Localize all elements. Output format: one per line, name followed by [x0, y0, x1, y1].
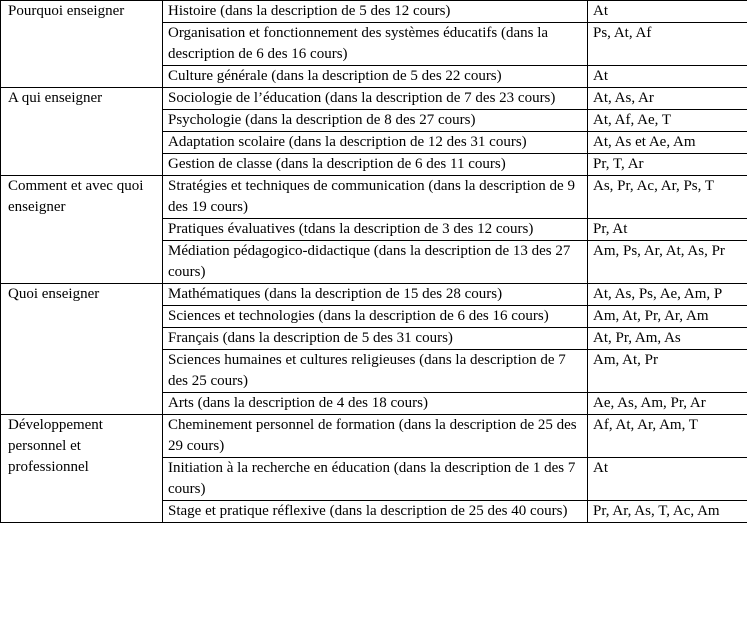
subject-cell: Sociologie de l’éducation (dans la description de 7 des 23 cours) — [163, 88, 588, 110]
subject-cell: Mathématiques (dans la description de 15 des 28 cours) — [163, 284, 588, 306]
subject-cell: Culture générale (dans la description de 5 des 22 cours) — [163, 66, 588, 88]
codes-cell: At, As, Ps, Ae, Am, P — [588, 284, 747, 306]
subject-cell: Sciences et technologies (dans la description de 6 des 16 cours) — [163, 306, 588, 328]
codes-cell: At, Pr, Am, As — [588, 328, 747, 350]
codes-cell: Am, At, Pr, Ar, Am — [588, 306, 747, 328]
subject-cell: Gestion de classe (dans la description de 6 des 11 cours) — [163, 154, 588, 176]
subject-cell: Arts (dans la description de 4 des 18 cours) — [163, 393, 588, 415]
category-cell: A qui enseigner — [1, 88, 163, 176]
codes-cell: At — [588, 458, 747, 501]
codes-cell: Ae, As, Am, Pr, Ar — [588, 393, 747, 415]
codes-cell: At, Af, Ae, T — [588, 110, 747, 132]
subject-cell: Adaptation scolaire (dans la description de 12 des 31 cours) — [163, 132, 588, 154]
category-cell: Quoi enseigner — [1, 284, 163, 415]
subject-cell: Pratiques évaluatives (tdans la description de 3 des 12 cours) — [163, 219, 588, 241]
subject-cell: Sciences humaines et cultures religieuses (dans la description de 7 des 25 cours) — [163, 350, 588, 393]
table-row — [1, 415, 747, 458]
subject-cell: Psychologie (dans la description de 8 des 27 cours) — [163, 110, 588, 132]
codes-cell: Am, At, Pr — [588, 350, 747, 393]
subject-cell: Cheminement personnel de formation (dans la description de 25 des 29 cours) — [163, 415, 588, 458]
codes-cell: Ps, At, Af — [588, 23, 747, 66]
subject-cell: Stage et pratique réflexive (dans la description de 25 des 40 cours) — [163, 501, 588, 523]
table-row — [1, 284, 747, 306]
codes-cell: At — [588, 66, 747, 88]
subject-cell: Histoire (dans la description de 5 des 12 cours) — [163, 1, 588, 23]
category-cell: Pourquoi enseigner — [1, 1, 163, 88]
table-row — [1, 1, 747, 23]
table-body — [1, 1, 747, 523]
category-cell: Comment et avec quoi enseigner — [1, 176, 163, 284]
subject-cell: Français (dans la description de 5 des 31 cours) — [163, 328, 588, 350]
category-cell: Développement personnel et professionnel — [1, 415, 163, 523]
codes-cell: Af, At, Ar, Am, T — [588, 415, 747, 458]
codes-cell: Am, Ps, Ar, At, As, Pr — [588, 241, 747, 284]
table-row — [1, 176, 747, 219]
subject-cell: Stratégies et techniques de communication (dans la description de 9 des 19 cours) — [163, 176, 588, 219]
codes-cell: At — [588, 1, 747, 23]
codes-cell: Pr, Ar, As, T, Ac, Am — [588, 501, 747, 523]
subject-cell: Médiation pédagogico-didactique (dans la description de 13 des 27 cours) — [163, 241, 588, 284]
codes-cell: Pr, T, Ar — [588, 154, 747, 176]
subject-cell: Organisation et fonctionnement des systèmes éducatifs (dans la description de 6 des 16 cours) — [163, 23, 588, 66]
codes-cell: At, As, Ar — [588, 88, 747, 110]
subject-cell: Initiation à la recherche en éducation (dans la description de 1 des 7 cours) — [163, 458, 588, 501]
codes-cell: Pr, At — [588, 219, 747, 241]
codes-cell: At, As et Ae, Am — [588, 132, 747, 154]
table-row — [1, 88, 747, 110]
codes-cell: As, Pr, Ac, Ar, Ps, T — [588, 176, 747, 219]
